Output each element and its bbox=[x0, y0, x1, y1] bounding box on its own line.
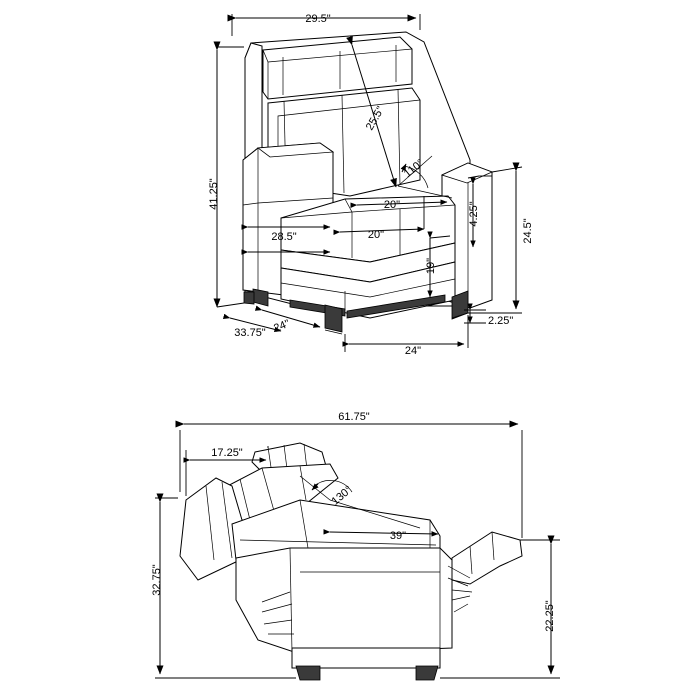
dim-arm-width: 4.25" bbox=[468, 201, 480, 227]
dim-width-top: 29.5" bbox=[305, 13, 331, 25]
dim-seat-width: 20" bbox=[367, 229, 385, 241]
side-view-chair-drawing bbox=[180, 443, 522, 680]
dim-seat-to-foot: 39" bbox=[389, 530, 407, 542]
dim-reclined-length: 61.75" bbox=[338, 411, 370, 423]
dim-back-height: 41.25" bbox=[208, 178, 220, 210]
dim-headrest-length: 17.25" bbox=[211, 447, 243, 459]
dim-recline-angle: 110° bbox=[401, 157, 427, 181]
dim-reclined-angle: 130° bbox=[329, 483, 355, 508]
dim-depth-side: 24" bbox=[272, 317, 292, 335]
dim-footrest-height: 22.25" bbox=[544, 600, 556, 632]
dim-backrest-height: 25.5" bbox=[363, 104, 387, 133]
dim-arm-length: 28.5" bbox=[271, 231, 297, 243]
dim-overall-height: 24.5" bbox=[522, 218, 534, 244]
dim-depth-overall: 33.75" bbox=[234, 327, 266, 339]
front-view-chair-drawing bbox=[243, 32, 492, 334]
dim-clearance: 2.25" bbox=[488, 315, 514, 327]
dim-seat-height: 19" bbox=[425, 257, 437, 275]
dim-base-width: 24" bbox=[404, 345, 422, 357]
dim-reclined-height: 32.75" bbox=[151, 564, 163, 596]
dim-seat-depth-inner: 20" bbox=[383, 199, 401, 211]
